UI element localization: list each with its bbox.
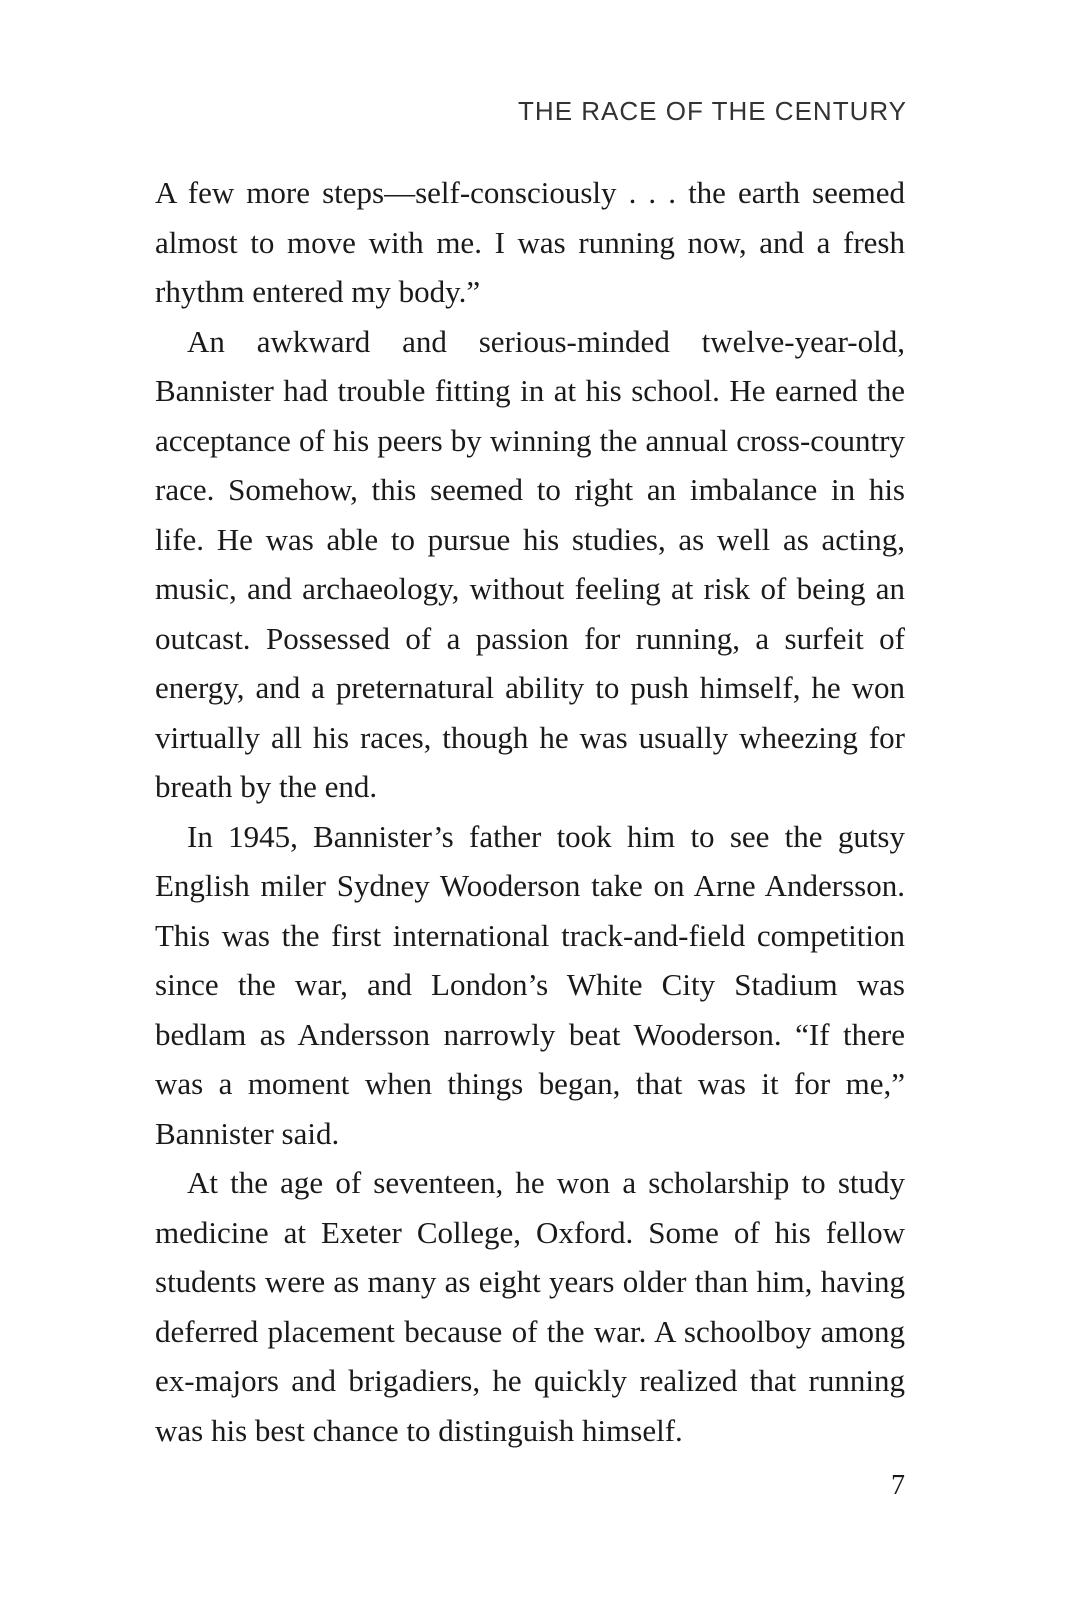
paragraph-4: At the age of seventeen, he won a scholarship to study medicine at Exeter College, Oxford. Some of his fellow students were as many as eight years older than him, having deferred placement because of the war. A schoolboy among ex-majors and brigadiers, he quickly realized that running was his best chance to distinguish himself. — [155, 1165, 905, 1448]
page-number: 7 — [891, 1470, 905, 1501]
paragraph-2: An awkward and serious-minded twelve-year-old, Bannister had trouble fitting in at his school. He earned the acceptance of his peers by winning the annual cross-country race. Somehow, this seemed to right an imbalance in his life. He was able to pursue his studies, as well as acting, music, and archaeology, without feeling at risk of being an outcast. Possessed of a passion for running, a surfeit of energy, and a preternatural ability to push himself, he won virtually all his races, though he was usually wheezing for breath by the end. — [155, 323, 905, 804]
body-text — [155, 168, 905, 1455]
running-head: THE RACE OF THE CENTURY — [518, 96, 907, 126]
paragraph-1: A few more steps—self-consciously . . . the earth seemed almost to move with me. I was running now, and a fresh rhythm entered my body.” — [155, 175, 905, 309]
paragraph-3: In 1945, Bannister’s father took him to see the gutsy English miler Sydney Wooderson take on Arne Andersson. This was the first international track-and-field competition since the war, and London’s White City Stadium was bedlam as Andersson narrowly beat Wooderson. “If there was a moment when things began, that was it for me,” Bannister said. — [155, 818, 905, 1151]
